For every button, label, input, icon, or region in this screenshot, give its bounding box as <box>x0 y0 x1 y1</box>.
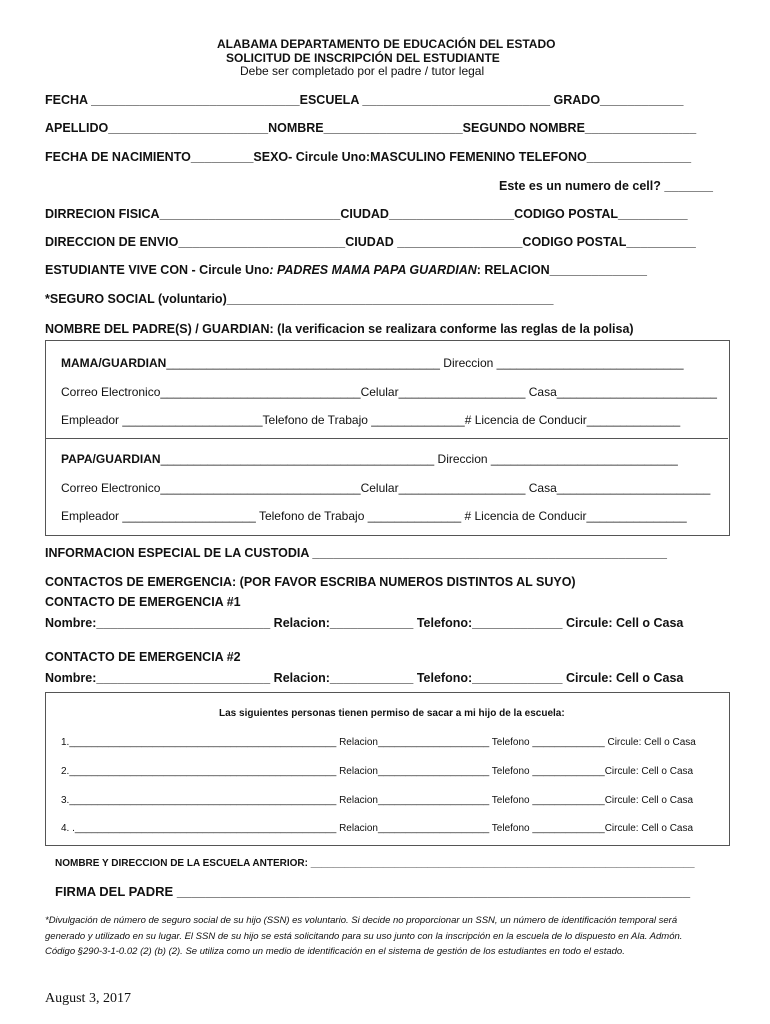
mama-label: MAMA/GUARDIAN <box>61 356 167 370</box>
ssn-footnote: *Divulgación de número de seguro social de su hijo (SSN) es voluntario. Si decide no proporcionar un SSN, un número de identificación temporal será generado y utilizado en su lugar. El SSN de su hijo se está solicitando para su uso junto con la inscripción en la escuela de lo dispuesto en Ala. Admón. Código §290-3-1-0.02 (2) (b) (2). Se utiliza como un medio de identificación en el sistema de gestión de los estudiantes en todo el estado. <box>45 915 683 957</box>
escuela-anterior-row[interactable]: NOMBRE Y DIRECCION DE LA ESCUELA ANTERIOR: _____________________________________________________________________ <box>55 858 695 869</box>
vive-relacion[interactable]: : RELACION______________ <box>476 263 647 277</box>
vive-label: ESTUDIANTE VIVE CON - Circule Uno <box>45 263 270 277</box>
form-subtitle: Debe ser completado por el padre / tutor legal <box>240 64 485 78</box>
papa-name-line[interactable]: _________________________________________ Direccion ____________________________ <box>160 452 678 466</box>
permiso-row-2[interactable]: 2.________________________________________________ Relacion____________________ Telefono _____________Circule: Cell o Casa <box>61 766 694 777</box>
direccion-fisica-row[interactable]: DIRRECION FISICA__________________________CIUDAD__________________CODIGO POSTAL__________ <box>45 207 688 221</box>
direccion-envio-row[interactable]: DIRECCION DE ENVIO________________________CIUDAD __________________CODIGO POSTAL__________ <box>45 235 696 249</box>
mama-empleador-row[interactable]: Empleador _____________________Telefono de Trabajo ______________# Licencia de Conducir______________ <box>61 413 681 427</box>
custodia-row[interactable]: INFORMACION ESPECIAL DE LA CUSTODIA ___________________________________________________ <box>45 546 667 560</box>
papa-label: PAPA/GUARDIAN <box>61 452 161 466</box>
mama-name-row[interactable] <box>61 356 684 370</box>
emergencia-heading: CONTACTOS DE EMERGENCIA: (POR FAVOR ESCRIBA NUMEROS DISTINTOS AL SUYO) <box>45 575 576 589</box>
form-agency-title: ALABAMA DEPARTAMENTO DE EDUCACIÓN DEL ESTADO <box>217 37 556 51</box>
mama-correo-row[interactable]: Correo Electronico______________________________Celular___________________ Casa________________________ <box>61 385 717 399</box>
estudiante-vive-row[interactable] <box>45 263 647 277</box>
cell-question[interactable]: Este es un numero de cell? _______ <box>499 179 713 193</box>
papa-name-row[interactable] <box>61 452 678 466</box>
papa-empleador-row[interactable]: Empleador ____________________ Telefono de Trabajo ______________ # Licencia de Conducir_______________ <box>61 509 687 523</box>
contacto-2-title: CONTACTO DE EMERGENCIA #2 <box>45 650 241 664</box>
form-title: SOLICITUD DE INSCRIPCIÓN DEL ESTUDIANTE <box>226 51 500 65</box>
permiso-row-1[interactable]: 1.________________________________________________ Relacion____________________ Telefono _____________ Circule: Cell o Casa <box>61 737 696 748</box>
contacto-1-row[interactable]: Nombre:_________________________ Relacion:____________ Telefono:_____________ Circule: Cell o Casa <box>45 616 684 630</box>
revision-date: August 3, 2017 <box>45 991 131 1006</box>
papa-correo-row[interactable]: Correo Electronico______________________________Celular___________________ Casa_______________________ <box>61 481 711 495</box>
mama-name-line[interactable]: _________________________________________ Direccion ____________________________ <box>166 356 684 370</box>
vive-options[interactable]: : PADRES MAMA PAPA GUARDIAN <box>269 263 477 277</box>
permiso-row-4[interactable]: 4. ._______________________________________________ Relacion____________________ Telefono _____________Circule: Cell o Casa <box>61 823 694 834</box>
nombre-padres-heading: NOMBRE DEL PADRE(S) / GUARDIAN: (la verificacion se realizara conforme las reglas de la polisa) <box>45 322 634 336</box>
nacimiento-sexo-telefono-row[interactable]: FECHA DE NACIMIENTO_________SEXO- Circule Uno:MASCULINO FEMENINO TELEFONO_______________ <box>45 150 692 164</box>
permiso-title: Las siguientes personas tienen permiso de sacar a mi hijo de la escuela: <box>219 708 565 719</box>
firma-padre-row[interactable]: FIRMA DEL PADRE _______________________________________________________________________ <box>55 884 691 899</box>
contacto-2-row[interactable]: Nombre:_________________________ Relacion:____________ Telefono:_____________ Circule: Cell o Casa <box>45 671 684 685</box>
permiso-row-3[interactable]: 3.________________________________________________ Relacion____________________ Telefono _____________Circule: Cell o Casa <box>61 795 694 806</box>
parents-box-divider <box>46 438 728 439</box>
contacto-1-title: CONTACTO DE EMERGENCIA #1 <box>45 595 241 609</box>
seguro-social-row[interactable]: *SEGURO SOCIAL (voluntario)_______________________________________________ <box>45 292 554 306</box>
apellido-nombre-row[interactable]: APELLIDO_______________________NOMBRE____________________SEGUNDO NOMBRE________________ <box>45 121 697 135</box>
fecha-escuela-grado-row[interactable]: FECHA ______________________________ESCUELA ___________________________ GRADO____________ <box>45 93 684 107</box>
